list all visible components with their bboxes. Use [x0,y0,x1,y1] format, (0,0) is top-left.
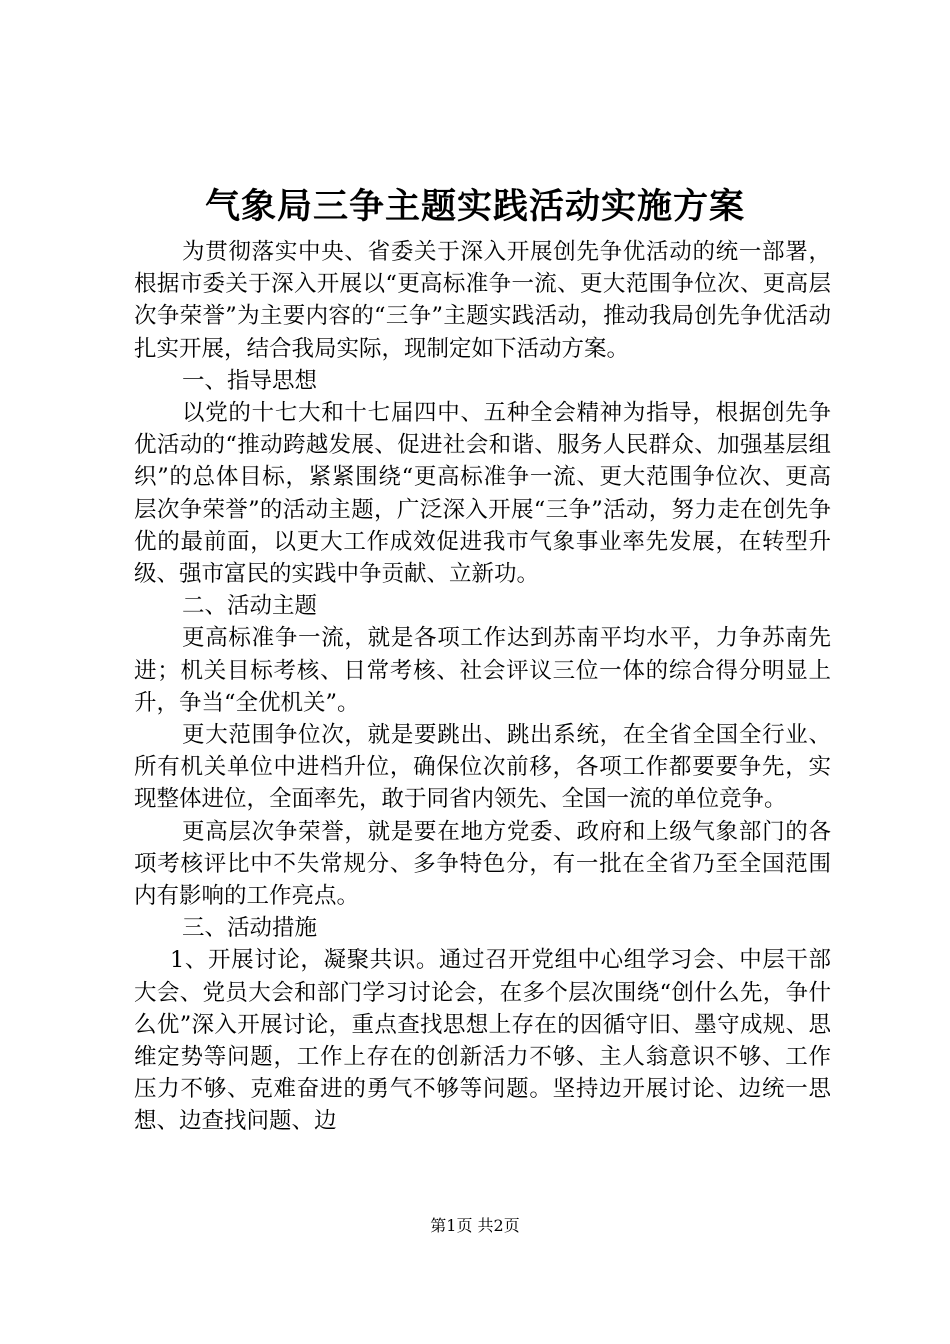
theme-paragraph-ranking: 更大范围争位次，就是要跳出、跳出系统，在全省全国全行业、所有机关单位中进档升位，确保位次前移，各项工作都要要争先，实现整体进位，全面率先，敢于同省内领先、全国一流的单位竞争。 [134,722,831,813]
document-body [134,236,831,1138]
section-heading-guiding-ideology: 一、指导思想 [182,367,318,394]
section-heading-activity-theme: 二、活动主题 [182,593,318,620]
page-footer: 第1页 共2页 [430,1216,520,1235]
theme-paragraph-standard: 更高标准争一流，就是各项工作达到苏南平均水平，力争苏南先进；机关目标考核、日常考核、社会评议三位一体的综合得分明显上升，争当“全优机关”。 [134,625,831,716]
guiding-ideology-paragraph: 以党的十七大和十七届四中、五种全会精神为指导，根据创先争优活动的“推动跨越发展、促进社会和谐、服务人民群众、加强基层组织”的总体目标，紧紧围绕“更高标准争一流、更大范围争位次、更高层次争荣誉”的活动主题，广泛深入开展“三争”活动，努力走在创先争优的最前面，以更大工作成效促进我市气象事业率先发展，在转型升级、强市富民的实践中争贡献、立新功。 [134,400,831,588]
theme-paragraph-honor: 更高层次争荣誉，就是要在地方党委、政府和上级气象部门的各项考核评比中不失常规分、多争特色分，有一批在全省乃至全国范围内有影响的工作亮点。 [134,818,831,910]
section-heading-activity-measures: 三、活动措施 [182,915,318,942]
intro-paragraph: 为贯彻落实中央、省委关于深入开展创先争优活动的统一部署，根据市委关于深入开展以“更高标准争一流、更大范围争位次、更高层次争荣誉”为主要内容的“三争”主题实践活动，推动我局创先争优活动扎实开展，结合我局实际，现制定如下活动方案。 [134,239,831,362]
document-title: 气象局三争主题实践活动实施方案 [204,186,745,227]
measure-paragraph-1: 1、开展讨论，凝聚共识。通过召开党组中心组学习会、中层干部大会、党员大会和部门学习讨论会，在多个层次围绕“创什么先，争什么优”深入开展讨论，重点查找思想上存在的因循守旧、墨守成规、思维定势等问题，工作上存在的创新活力不够、主人翁意识不够、工作压力不够、克难奋进的勇气不够等问题。坚持边开展讨论、边统一思想、边查找问题、边 [134,947,831,1135]
